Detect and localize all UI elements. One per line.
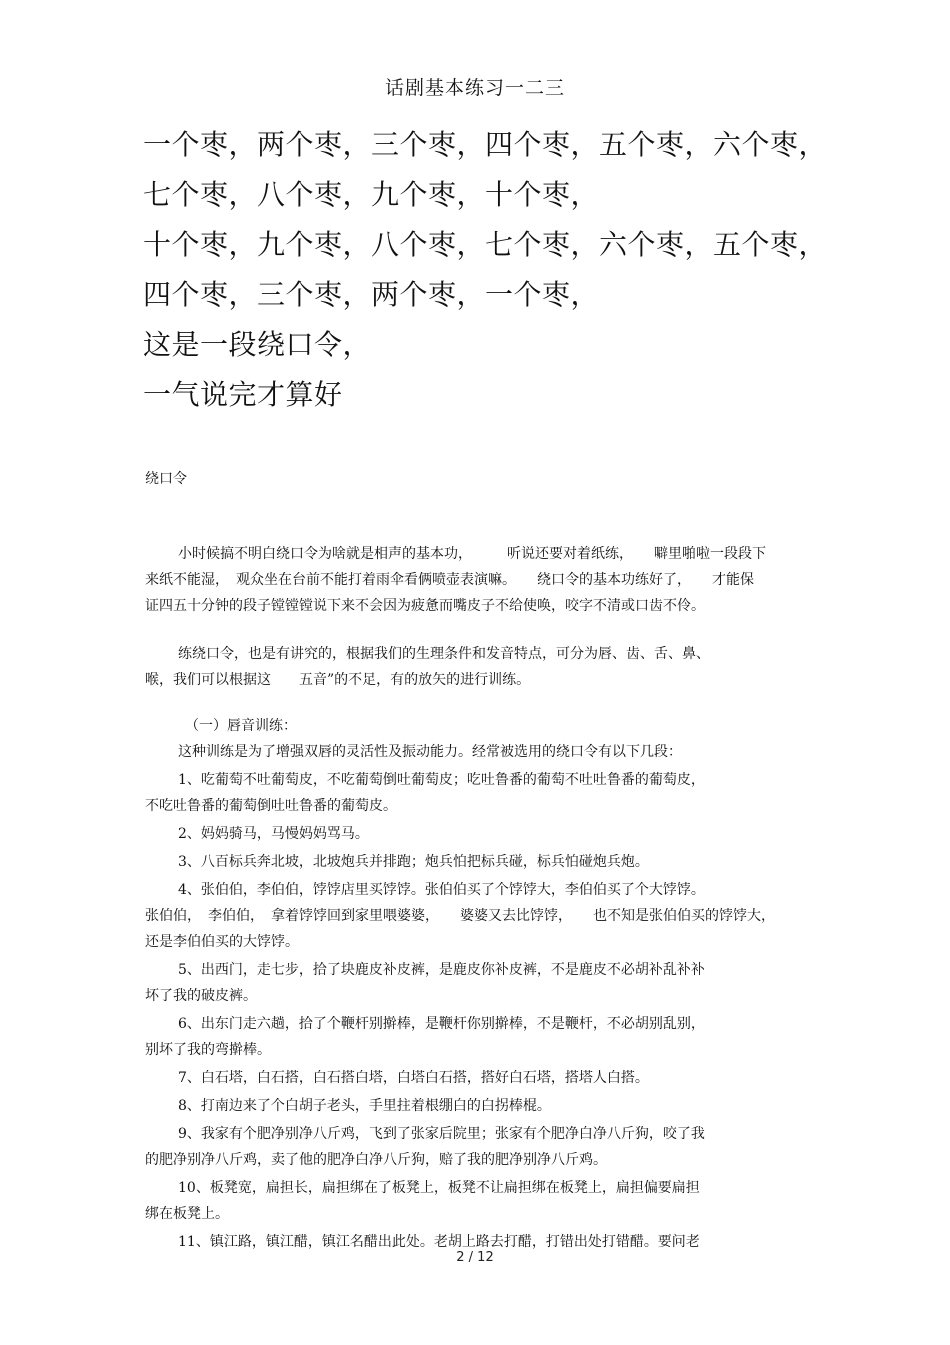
exercise-section-title: （一）唇音训练： [185, 718, 297, 734]
exercise-line: 坏了我的破皮裤。 [145, 988, 257, 1004]
exercise-item [145, 767, 825, 819]
exercise-item [145, 1011, 825, 1063]
exercise-item [145, 1121, 825, 1173]
exercise-line: 7、白石塔，白石搭，白石搭白塔，白塔白石搭，搭好白石塔，搭塔人白搭。 [178, 1070, 649, 1086]
verse-line: 四个枣，三个枣，两个枣，一个枣， [143, 278, 600, 311]
verse-line: 七个枣，八个枣，九个枣，十个枣， [143, 178, 600, 211]
paragraph-line: 来纸不能湿， 观众坐在台前不能打着雨伞看俩喷壶表演嘛。 绕口令的基本功练好了， 才能保 [145, 572, 754, 588]
exercise-line: 6、出东门走六趟，拾了个鞭杆别擀棒，是鞭杆你别擀棒，不是鞭杆，不必胡别乱别， [178, 1016, 705, 1032]
intro-paragraph-1 [145, 541, 825, 619]
intro-paragraph-2 [145, 641, 825, 693]
exercise-line: 不吃吐鲁番的葡萄倒吐吐鲁番的葡萄皮。 [145, 798, 397, 814]
paragraph-line: 练绕口令，也是有讲究的，根据我们的生理条件和发音特点，可分为唇、齿、舌、鼻、 [178, 646, 710, 662]
exercise-lead: 这种训练是为了增强双唇的灵活性及振动能力。经常被选用的绕口令有以下几段： [178, 744, 682, 760]
section-label: 绕口令 [145, 471, 187, 487]
exercise-line: 8、打南边来了个白胡子老头，手里拄着根绷白的白拐棒棍。 [178, 1098, 551, 1114]
exercise-item [145, 821, 825, 847]
exercise-line: 3、八百标兵奔北坡，北坡炮兵并排跑；炮兵怕把标兵碰，标兵怕碰炮兵炮。 [178, 854, 649, 870]
page-header-title: 话剧基本练习一二三 [384, 77, 565, 99]
paragraph-line: 小时候搞不明白绕口令为啥就是相声的基本功， 听说还要对着纸练， 噼里啪啦一段段下 [178, 546, 766, 562]
exercise-line: 绑在板凳上。 [145, 1206, 229, 1222]
verse-line: 一气说完才算好 [143, 378, 343, 411]
exercise-line: 张伯伯， 李伯伯， 拿着饽饽回到家里喂婆婆， 婆婆又去比饽饽， 也不知是张伯伯买的饽饽大， [145, 908, 775, 924]
paragraph-line: 喉，我们可以根据这 五音”的不足，有的放矢的进行训练。 [145, 672, 531, 688]
exercise-line: 10、板凳宽，扁担长，扁担绑在了板凳上，板凳不让扁担绑在板凳上，扁担偏要扁担 [178, 1180, 700, 1196]
exercise-line: 的肥净别净八斤鸡，卖了他的肥净白净八斤狗，赔了我的肥净别净八斤鸡。 [145, 1152, 607, 1168]
paragraph-line: 证四五十分钟的段子镗镗镗说下来不会因为疲惫而嘴皮子不给使唤，咬字不清或口齿不伶。 [145, 598, 705, 614]
verse-line: 一个枣，两个枣，三个枣，四个枣，五个枣，六个枣， [143, 128, 828, 161]
tongue-twister-verse [143, 120, 828, 420]
exercise-section [145, 713, 825, 1255]
exercise-line: 别坏了我的弯擀棒。 [145, 1042, 271, 1058]
exercise-line: 11、镇江路，镇江醋，镇江名醋出此处。老胡上路去打醋，打错出处打错醋。要问老 [178, 1234, 700, 1250]
verse-line: 这是一段绕口令， [143, 328, 372, 361]
exercise-item [145, 1175, 825, 1227]
exercise-line: 9、我家有个肥净别净八斤鸡，飞到了张家后院里；张家有个肥净白净八斤狗，咬了我 [178, 1126, 705, 1142]
page-number: 2 / 12 [456, 1250, 494, 1265]
exercise-item [145, 877, 825, 955]
exercise-line: 2、妈妈骑马，马慢妈妈骂马。 [178, 826, 369, 842]
verse-line: 十个枣，九个枣，八个枣，七个枣，六个枣，五个枣， [143, 228, 828, 261]
exercise-item [145, 1093, 825, 1119]
exercise-line: 5、出西门，走七步，拾了块鹿皮补皮裤，是鹿皮你补皮裤，不是鹿皮不必胡补乱补补 [178, 962, 705, 978]
exercise-line: 还是李伯伯买的大饽饽。 [145, 934, 299, 950]
exercise-item [145, 849, 825, 875]
exercise-item [145, 1065, 825, 1091]
exercise-line: 1、吃葡萄不吐葡萄皮，不吃葡萄倒吐葡萄皮；吃吐鲁番的葡萄不吐吐鲁番的葡萄皮， [178, 772, 705, 788]
exercise-item [145, 957, 825, 1009]
exercise-line: 4、张伯伯，李伯伯，饽饽店里买饽饽。张伯伯买了个饽饽大，李伯伯买了个大饽饽。 [178, 882, 705, 898]
